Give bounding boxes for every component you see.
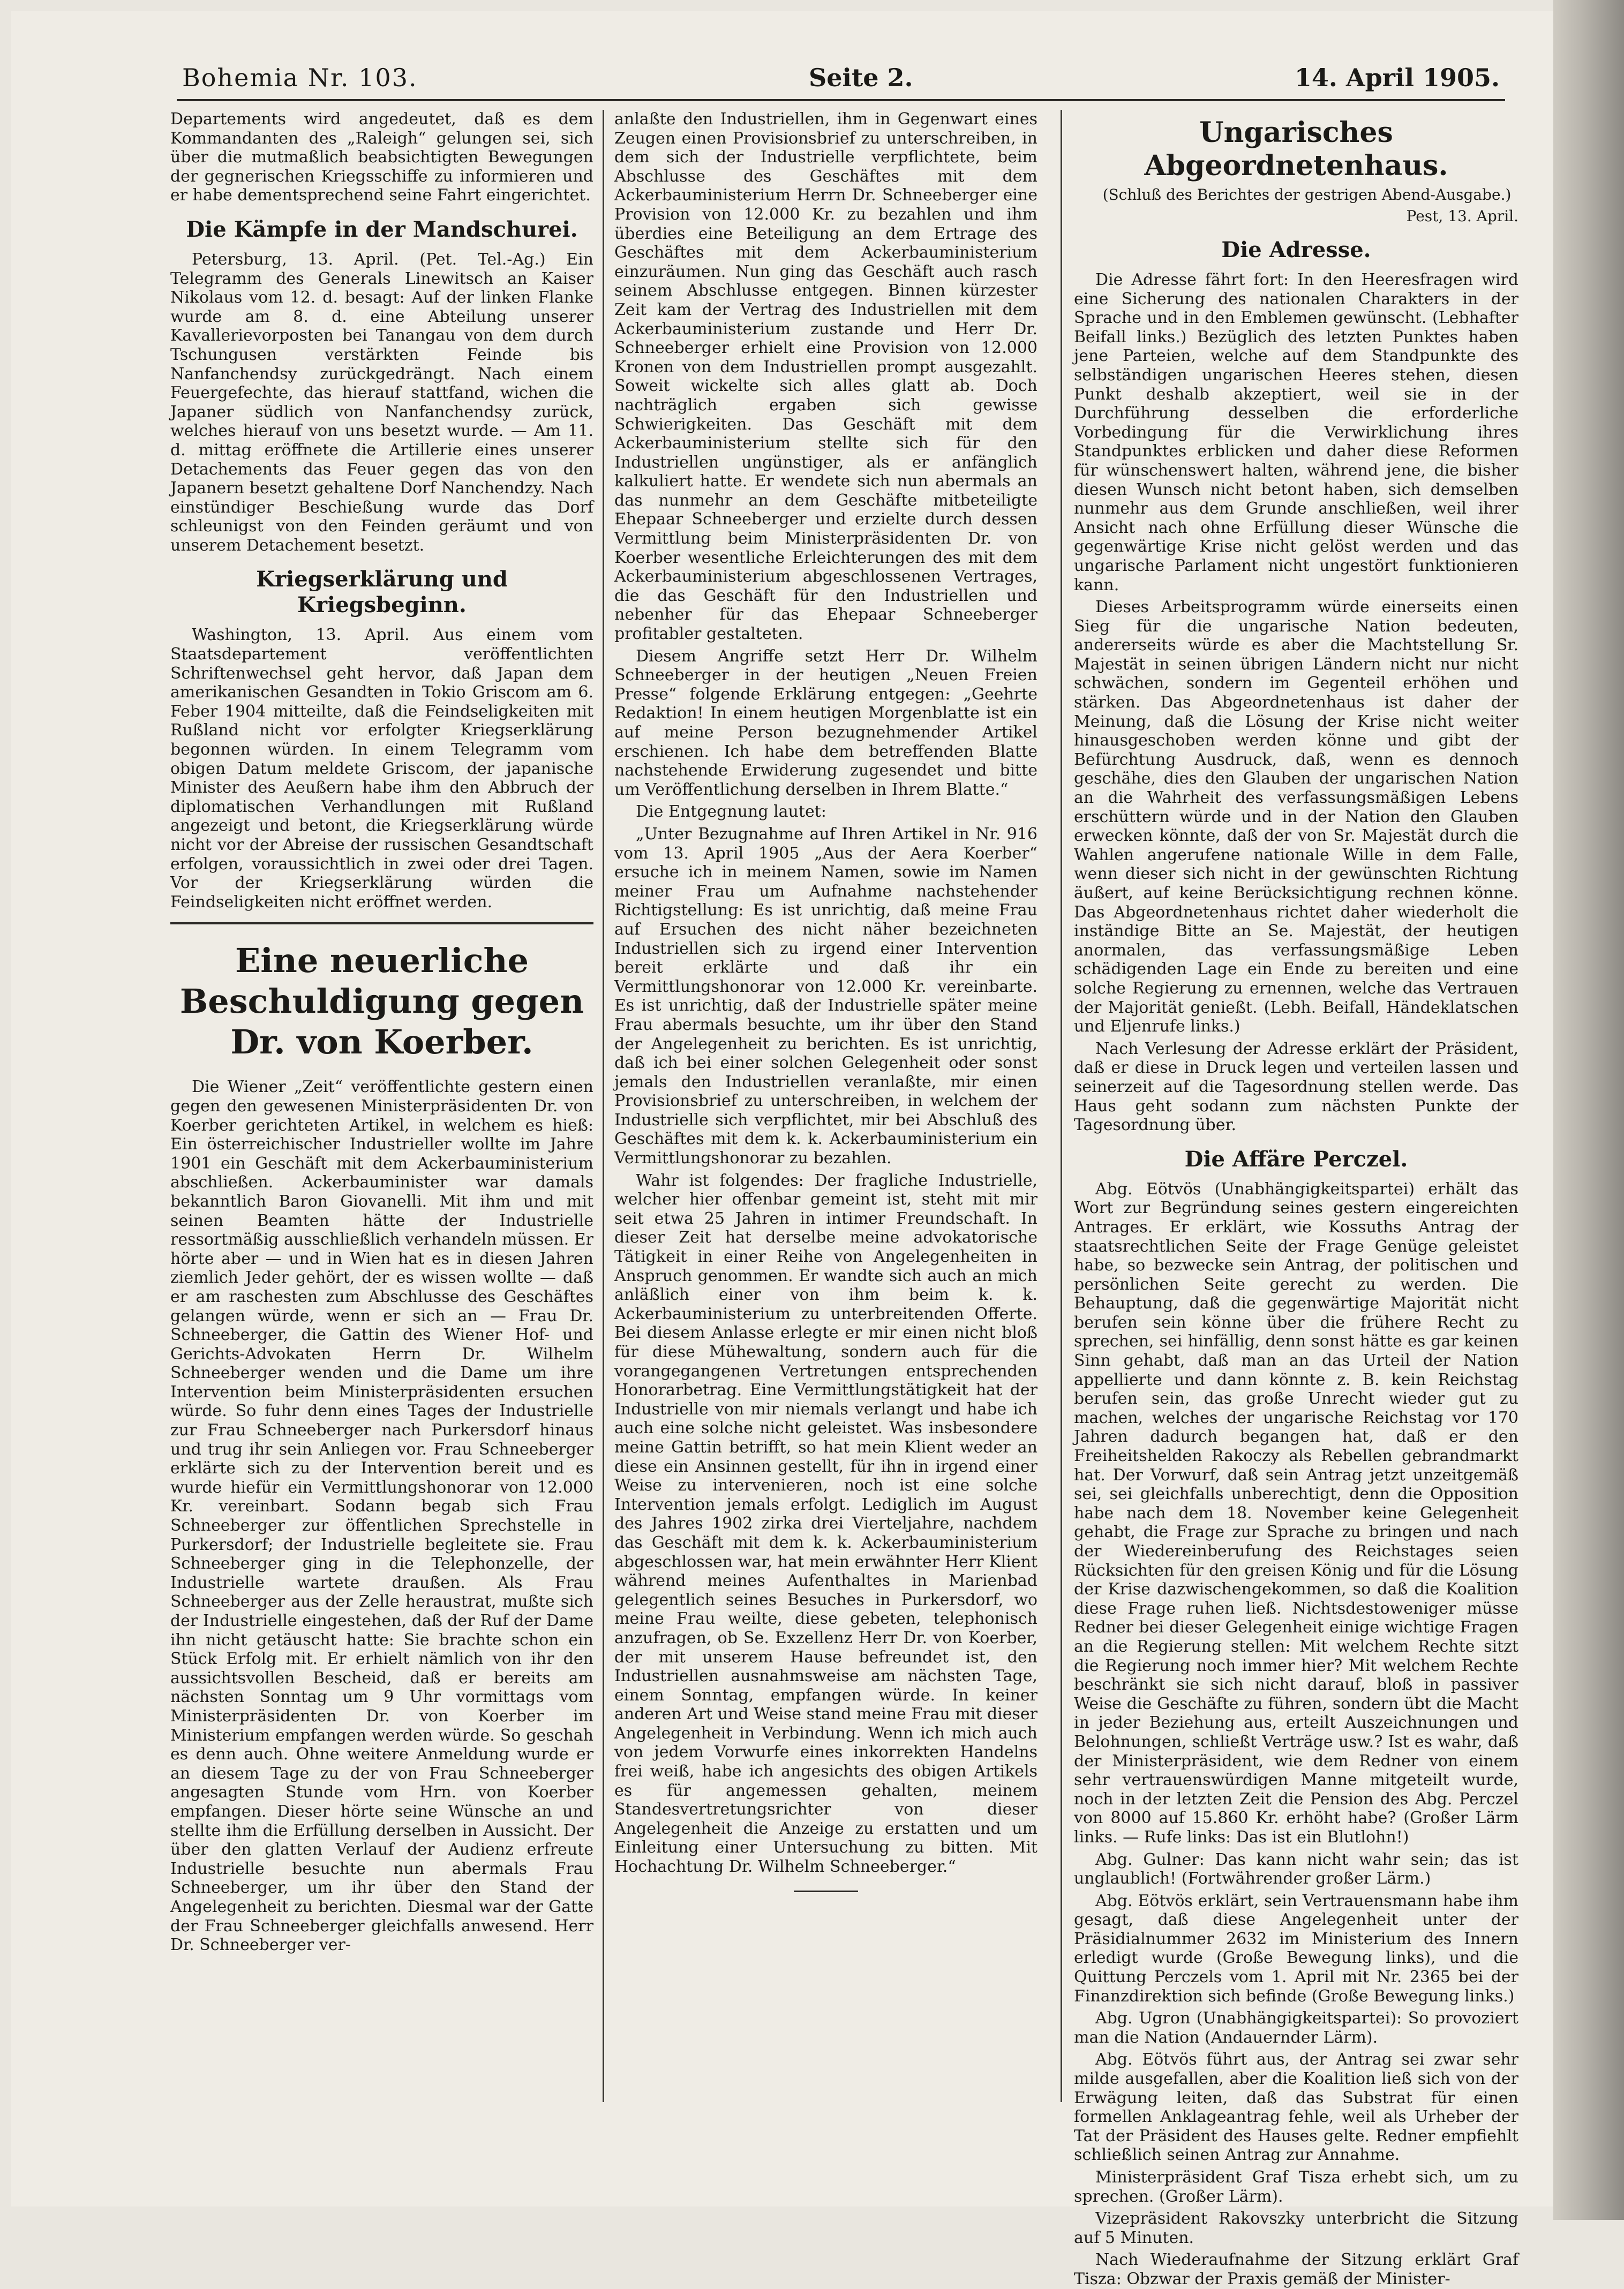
heading-kaempfe: Die Kämpfe in der Mandschurei. (186, 216, 578, 242)
page-number: Seite 2. (809, 63, 913, 92)
paragraph-perczel-1: Abg. Eötvös (Unabhängigkeitspartei) erhält das Wort zur Begründung seines gestern eingereichten Antrages. Er erklärt, wie Kossuths Antrag der staatsrechtlichen Seite der Frage Genüge geleistet habe, so bezwecke sein Antrag, der politischen und persönlichen Seite gerecht zu werden. Die Behauptung, daß die gegenwärtige Majorität nicht berufen sein könne über die frühere Recht zu sprechen, sei hinfällig, denn sonst hätte es gar keinen Sinn gehabt, daß man an das Urteil der Nation appellierte und dann könnte z. B. kein Reichstag berufen sein, das große Unrecht wieder gut zu machen, welches der ungarische Reichstag vor 170 Jahren dadurch begangen hat, daß er den Freiheitshelden Rakoczy als Rebellen gebrandmarkt hat. Der Vorwurf, daß sein Antrag jetzt unzeitgemäß sei, sei gleichfalls unberechtigt, denn die Opposition habe nach dem 18. November keine Gelegenheit gehabt, die Frage zur Sprache zu bringen und nach der Wiedereinberufung des Reichstages seien Rücksichten für den greisen König und für die Lösung der Krise dazwischengekommen, so daß die Koalition diese Frage ruhen ließ. Nichtsdestoweniger müsse Redner bei dieser Gelegenheit einige wichtige Fragen an die Regierung stellen: Mit welchem Rechte sitzt die Regierung noch immer hier? Mit welchem Rechte beschränkt sie sich nicht darauf, bloß in passiver Weise die Geschäfte zu führen, sondern übt die Macht in jeder Beziehung aus, erteilt Auszeichnungen und Belohnungen, schließt Verträge usw.? Ist es wahr, daß der Ministerpräsident, wie dem Redner von einem sehr vertrauenswürdigen Manne mitgeteilt wurde, noch in der letzten Zeit die Pension des Abg. Perczel von 8000 auf 15.860 Kr. erhöht habe? (Großer Lärm links. — Rufe links: Das ist ein Blutlohn!) (1074, 1179, 1518, 1847)
paragraph-adresse-1: Die Adresse fährt fort: In den Heeresfragen wird eine Sicherung des nationalen Charakters in der Sprache und in den Emblemen gewünscht. (Lebhafter Beifall links.) Bezüglich des letzten Punktes haben jene Parteien, welche auf dem Standpunkte des selbständigen ungarischen Heeres stehen, diesen Punkt deshalb akzeptiert, weil sie in der Durchführung desselben die erforderliche Vorbedingung für die Verwirklichung ihres Standpunktes erblicken und daher diese Reformen für wünschenswert halten, während jene, die bisher diesen Wunsch nicht betont haben, sich demselben nunmehr aus dem Grunde anschließen, weil ihrer Ansicht nach ohne Erfüllung dieser Wünsche die gegenwärtige Krise nicht gelöst werden und das ungarische Parlament nicht ungestört funktionieren kann. (1074, 270, 1518, 594)
paragraph-adresse-3: Nach Verlesung der Adresse erklärt der Präsident, daß er diese in Druck legen und verteilen lassen und seinerzeit auf die Tagesordnung stellen werde. Das Haus geht sodann zum nächsten Punkte der Tagesordnung über. (1074, 1039, 1518, 1135)
issue-date: 14. April 1905. (1294, 63, 1500, 92)
column-divider-1 (603, 110, 604, 2102)
heading-beschuldigung: Eine neuerliche Beschuldigung gegen Dr. von Koerber. (179, 941, 584, 1062)
scan-edge-shadow (1553, 0, 1624, 2220)
paragraph-perczel-8: Nach Wiederaufnahme der Sitzung erklärt Graf Tisza: Obzwar der Praxis gemäß der Minister- (1074, 2250, 1518, 2288)
end-rule (794, 1891, 858, 1892)
paragraph-angriff: Diesem Angriffe setzt Herr Dr. Wilhelm Schneeberger in der heutigen „Neuen Freien Presse“ folgende Erklärung entgegen: „Geehrte Redaktion! In einem heutigen Morgenblatte ist ein auf meine Person bezugnehmender Artikel erschienen. Ich habe dem betreffenden Blatte nachstehende Erwiderung zugesendet und bitte um Veröffentlichung derselben in Ihrem Blatte.“ (614, 646, 1037, 799)
page-header (182, 63, 1500, 95)
article-beschuldigung: Die Wiener „Zeit“ veröffentlichte gestern einen gegen den gewesenen Ministerpräsidenten Dr. von Koerber gerichteten Artikel, in welchem es hieß: Ein österreichischer Industrieller wollte im Jahre 1901 ein Geschäft mit dem Ackerbauministerium abschließen. Ackerbauminister war damals bekanntlich Baron Giovanelli. Mit ihm und mit seinen Beamten hätte der Industrielle ressortmäßig ausschließlich verhandeln müssen. Er hörte aber — und in Wien hat es in diesen Jahren ziemlich Jeder gehört, der es wissen wollte — daß er am raschesten zum Abschlusse des Geschäftes gelangen würde, wenn er sich an — Frau Dr. Schneeberger, die Gattin des Wiener Hof- und Gerichts-Advokaten Herrn Dr. Wilhelm Schneeberger wenden und die Dame um ihre Intervention beim Ministerpräsidenten ersuchen würde. So fuhr denn eines Tages der Industrielle zur Frau Schneeberger nach Purkersdorf hinaus und trug ihr sein Anliegen vor. Frau Schneeberger erklärte sich zu der Intervention bereit und es wurde hiefür ein Vermittlungshonorar von 12.000 Kr. vereinbart. Sodann begab sich Frau Schneeberger zur öffentlichen Sprechstelle in Purkersdorf; der Industrielle begleitete sie. Frau Schneeberger ging in die Telephonzelle, der Industrielle wartete draußen. Als Frau Schneeberger aus der Zelle heraustrat, mußte sich der Industrielle eingestehen, daß der Ruf der Dame ihn nicht getäuscht hatte: Sie brachte schon ein Stück Erfolg mit. Er erhielt nämlich von ihr den aussichtsvollen Bescheid, daß er bereits am nächsten Sonntag um 9 Uhr vormittags vom Ministerpräsidenten Dr. von Koerber im Ministerium empfangen werden würde. So geschah es denn auch. Ohne weitere Anmeldung wurde er an diesem Tage zu der von Frau Schneeberger angesagten Stunde vom Hrn. von Koerber empfangen. Dieser hörte seine Wünsche an und stellte ihm die Erfüllung derselben in Aussicht. Der über den glatten Verlauf der Audienz erfreute Industrielle besuchte nun abermals Frau Schneeberger, um ihr über den Stand der Angelegenheit zu berichten. Diesmal war der Gatte der Frau Schneeberger gleichfalls anwesend. Herr Dr. Schneeberger ver- (170, 1078, 593, 1955)
header-rule (177, 99, 1505, 101)
paragraph-perczel-4: Abg. Ugron (Unabhängigkeitspartei): So provoziert man die Nation (Andauernder Lärm). (1074, 2009, 1518, 2047)
paragraph-entgegnung: „Unter Bezugnahme auf Ihren Artikel in Nr. 916 vom 13. April 1905 „Aus der Aera Koerber“ ersuche ich in meinem Namen, sowie im Namen meiner Frau um Aufnahme nachstehender Richtigstellung: Es ist unrichtig, daß meine Frau auf Ersuchen des nicht näher bezeichneten Industriellen sich zu irgend einer Intervention bereit erklärte und daß ihr ein Vermittlungshonorar von 12.000 Kr. vereinbarte. Es ist unrichtig, daß der Industrielle später meine Frau abermals besuchte, um ihr über den Stand der Angelegenheit zu berichten. Es ist unrichtig, daß ich bei einer solchen Gelegenheit oder sonst jemals den Industriellen veranlaßte, mir einen Provisionsbrief zu unterschreiben, in welchem der Industrielle sich verpflichtet, mir bei Abschluß des Geschäftes mit dem k. k. Ackerbauministerium ein Vermittlungshonorar zu bezahlen. (614, 824, 1037, 1168)
paragraph-perczel-7: Vizepräsident Rakovszky unterbricht die Sitzung auf 5 Minuten. (1074, 2209, 1518, 2247)
paragraph-perczel-5: Abg. Eötvös führt aus, der Antrag sei zwar sehr milde ausgefallen, aber die Koalition ließ sich von der Erwägung leiten, daß das Substrat für einen formellen Anklageantrag fehle, weil als Urheber der Tat der Präsident des Hauses gelte. Redner empfiehlt schließlich seinen Antrag zur Annahme. (1074, 2050, 1518, 2165)
paragraph-perczel-3: Abg. Eötvös erklärt, sein Vertrauensmann habe ihm gesagt, daß diese Angelegenheit unter der Präsidialnummer 2632 im Ministerium des Innern erledigt wurde (Große Bewegung links), und die Quittung Perczels vom 1. April mit Nr. 2365 bei der Finanzdirektion sich befinde (Große Bewegung links.) (1074, 1891, 1518, 2006)
paragraph-perczel-6: Ministerpräsident Graf Tisza erhebt sich, um zu sprechen. (Großer Lärm). (1074, 2168, 1518, 2206)
column-3 (1074, 110, 1518, 2288)
dateline: Pest, 13. April. (1406, 207, 1518, 225)
article-kriegserklaerung: Washington, 13. April. Aus einem vom Staatsdepartement veröffentlichten Schriftenwechsel geht hervor, daß Japan dem amerikanischen Gesandten in Tokio Griscom am 6. Feber 1904 mitteilte, daß die Feindseligkeiten mit Rußland nicht vor erfolgter Kriegserklärung begonnen würden. In einem Telegramm vom obigen Datum meldete Griscom, der japanische Minister des Aeußern habe ihm den Abbruch der diplomatischen Verhandlungen mit Rußland angezeigt und betont, die Kriegserklärung würde nicht vor der Abreise der russischen Gesandtschaft erfolgen, voraussichtlich in zwei oder drei Tagen. Vor der Kriegserklärung würden die Feindseligkeiten nicht eröffnet werden. (170, 626, 593, 912)
paragraph-adresse-2: Dieses Arbeitsprogramm würde einerseits einen Sieg für die ungarische Nation bedeuten, andererseits würde es aber die Machtstellung Sr. Majestät in seinen übrigen Ländern nicht nur nicht schwächen, sondern im Gegenteil erhöhen und stärken. Das Abgeordnetenhaus ist daher der Meinung, daß die Lösung der Krise nicht weiter hinausgeschoben werden könne und gibt der Befürchtung Ausdruck, daß, wenn es dennoch geschähe, dies den Glauben der ungarischen Nation an die Wahrheit des verfassungsmäßigen Lebens erschüttern würde und in der Nation den Glauben erwecken könnte, daß der von Sr. Majestät durch die Wahlen angerufene nationale Wille in dem Falle, wenn dieser sich nicht in der gewünschten Richtung äußert, auf keine Berücksichtigung rechnen könne. Das Abgeordnetenhaus richtet daher wiederholt die inständige Bitte an Se. Majestät, der heutigen anormalen, das verfassungsmäßige Leben schädigenden Lage ein Ende zu bereiten und eine solche Regierung zu ernennen, welche das Vertrauen der Majorität genießt. (Lebh. Beifall, Händeklatschen und Eljenrufe links.) (1074, 598, 1518, 1036)
paragraph-wahr-ist: Wahr ist folgendes: Der fragliche Industrielle, welcher hier offenbar gemeint ist, steht mit mir seit etwa 25 Jahren in intimer Freundschaft. In dieser Zeit hat derselbe meine advokatorische Tätigkeit in einer Reihe von Angelegenheiten in Anspruch genommen. Er wandte sich auch an mich anläßlich einer von ihm beim k. k. Ackerbauministerium zu unterbreitenden Offerte. Bei diesem Anlasse erlegte er mir einen nicht bloß für diese Mühewaltung, sondern auch für die vorangegangenen Vertretungen entsprechenden Honorarbetrag. Eine Vermittlungstätigkeit hat der Industrielle von mir niemals verlangt und habe ich auch eine solche nicht geleistet. Was insbesondere meine Gattin betrifft, so hat mein Klient weder an diese ein Ansinnen gestellt, für ihn in irgend einer Weise zu intervenieren, noch ist eine solche Intervention jemals erfolgt. Lediglich im August des Jahres 1902 zirka drei Vierteljahre, nachdem das Geschäft mit dem k. k. Ackerbauministerium abgeschlossen war, hat mein erwähnter Herr Klient während meines Aufenthaltes in Marienbad gelegentlich seines Besuches in Purkersdorf, wo meine Frau weilte, diese gebeten, telephonisch anzufragen, ob Se. Exzellenz Herr Dr. von Koerber, der mit unserem Hause befreundet ist, den Industriellen ausnahmsweise am nächsten Tage, einem Sonntag, empfangen würde. In keiner anderen Art und Weise stand meine Frau mit dieser Angelegenheit in Verbindung. Wenn ich mich auch von jedem Vorwurfe eines inkorrekten Handelns frei weiß, habe ich angesichts des obigen Artikels es für angemessen gehalten, meinem Standesvertretungsrichter von dieser Angelegenheit die Anzeige zu erstatten und um Einleitung einer Untersuchung zu bitten. Mit Hochachtung Dr. Wilhelm Schneeberger.“ (614, 1171, 1037, 1877)
intro-paragraph: Departements wird angedeutet, daß es dem Kommandanten des „Raleigh“ gelungen sei, sich über die mutmaßlich beabsichtigten Bewegungen der gegnerischen Kriegsschiffe zu informieren und er habe dementsprechend seine Fahrt eingerichtet. (170, 110, 593, 205)
heading-perczel: Die Affäre Perczel. (1184, 1146, 1408, 1172)
article-kaempfe: Petersburg, 13. April. (Pet. Tel.-Ag.) Ein Telegramm des Generals Linewitsch an Kaiser Nikolaus vom 12. d. besagt: Auf der linken Flanke wurde am 8. d. eine Abteilung unserer Kavallerievorposten bei Tanangau von dem durch Tschungusen verstärkten Feinde bis Nanfanchendsy zurückgedrängt. Nach einem Feuergefechte, das hierauf stattfand, wichen die Japaner südlich von Nanfanchendsy zurück, welches hierauf von uns besetzt wurde. — Am 11. d. mittag eröffnete die Artillerie eines unserer Detachements das Feuer gegen das von den Japanern besetzt gehaltene Dorf Nanchendzy. Nach einstündiger Beschießung wurde das Dorf schleunigst von den Feinden geräumt und von unserem Detachement besetzt. (170, 250, 593, 555)
newspaper-issue: Bohemia Nr. 103. (182, 63, 418, 92)
heading-adresse: Die Adresse. (1221, 237, 1371, 262)
heading-abgeordnetenhaus: Ungarisches Abgeordnetenhaus. (1144, 116, 1448, 182)
subheading-schluss: (Schluß des Berichtes der gestrigen Abend-Ausgabe.) (1102, 186, 1512, 204)
section-rule (170, 922, 593, 924)
paragraph-entgegnung-intro: Die Entgegnung lautet: (636, 802, 826, 822)
column-1 (170, 110, 593, 2113)
column-2 (614, 110, 1037, 2113)
paragraph-continued: anlaßte den Industriellen, ihm in Gegenwart eines Zeugen einen Provisionsbrief zu unterschreiben, in dem sich der Industrielle verpflichtete, beim Abschlusse des Geschäftes mit dem Ackerbauministerium Herrn Dr. Schneeberger eine Provision von 12.000 Kr. zu bezahlen und ihm überdies eine Beteiligung an dem Ertrage des Geschäftes mit dem Ackerbauministerium einzuräumen. Nun ging das Geschäft auch rasch seinem Abschlusse entgegen. Binnen kürzester Zeit kam der Vertrag des Industriellen mit dem Ackerbauministerium zustande und Herr Dr. Schneeberger erhielt eine Provision von 12.000 Kronen von dem Industriellen prompt ausgezahlt. Soweit wickelte sich alles glatt ab. Doch nachträglich ergaben sich gewisse Schwierigkeiten. Das Geschäft mit dem Ackerbauministerium stellte sich für den Industriellen ungünstiger, als er anfänglich kalkuliert hatte. Er wendete sich nun abermals an das nunmehr an dem Geschäfte mitbeteiligte Ehepaar Schneeberger und erzielte durch dessen Vermittlung beim Ministerpräsidenten Dr. von Koerber wesentliche Erleichterungen des mit dem Ackerbauministerium abgeschlossenen Vertrages, die das Geschäft für den Industriellen und nebenher für das Ehepaar Schneeberger profitabler gestalteten. (614, 110, 1037, 644)
heading-kriegserklaerung: Kriegserklärung und Kriegsbeginn. (256, 567, 508, 618)
column-divider-2 (1061, 110, 1062, 2102)
paragraph-perczel-2: Abg. Gulner: Das kann nicht wahr sein; das ist unglaublich! (Fortwährender großer Lärm.) (1074, 1850, 1518, 1888)
